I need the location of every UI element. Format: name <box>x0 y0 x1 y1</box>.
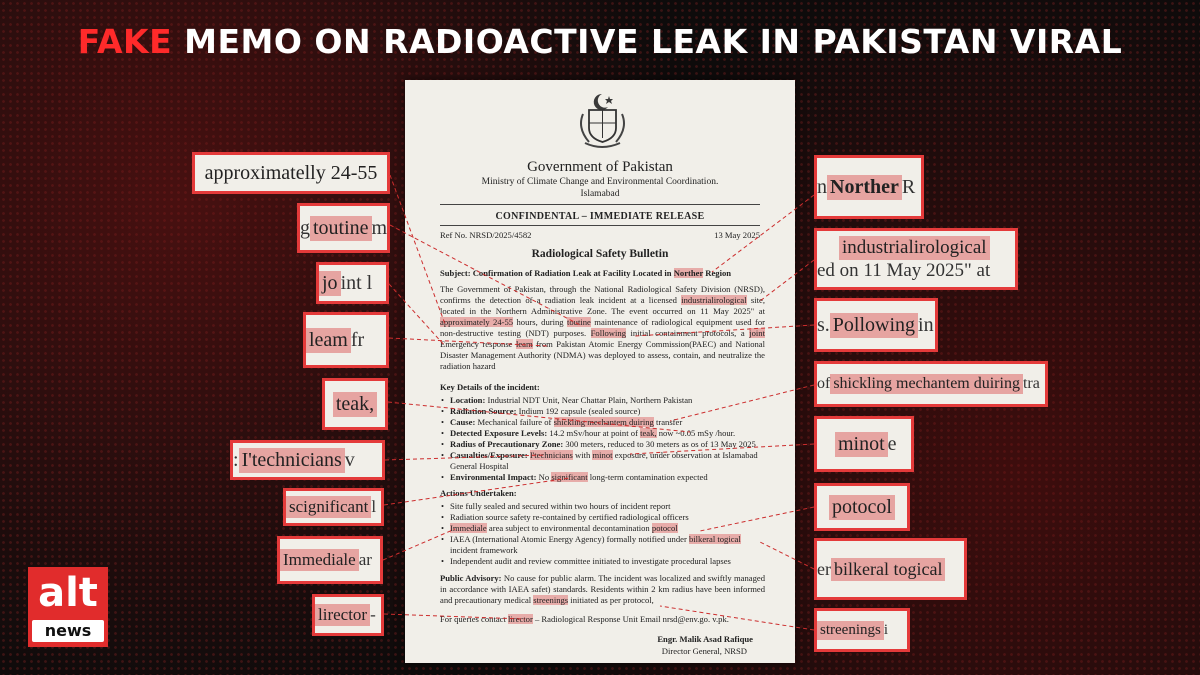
detail-environment <box>450 472 770 483</box>
callout-left-8 <box>277 536 383 584</box>
callout-left-2-post: m <box>371 216 388 239</box>
callout-left-8-mark: Immediale <box>280 549 359 571</box>
casualties-mid: with <box>572 450 593 460</box>
location-text: Industrial NDT Unit, Near Chattar Plain, Northern Pakistan <box>485 395 693 405</box>
action-4-post: incident framework <box>450 545 518 555</box>
memo-paragraph-1 <box>440 284 765 372</box>
callout-left-4-post: fr <box>350 328 365 351</box>
callout-right-1-mark: Norther <box>827 175 902 200</box>
callout-right-7 <box>814 538 967 600</box>
p1-text-f: Emergency response <box>440 339 516 349</box>
subject-pre: Subject: Confirmation of Radiation Leak at Facility Located in <box>440 268 674 278</box>
exposure-mark: teak, <box>640 428 657 438</box>
logo-news-text: news <box>32 620 104 642</box>
action-2: • Radiation source safety re-contained by certified radiological officers <box>450 512 770 523</box>
p1-text-d: maintenance of radiological equipment used for non-destructive testing (NDT) purposes. <box>440 317 765 338</box>
p1-text-c: hours, during <box>513 317 567 327</box>
callout-left-7-mark: scignificant <box>286 496 371 518</box>
callout-left-6-pre: : <box>233 448 239 471</box>
callout-left-7-post: l <box>371 497 377 516</box>
callout-left-2-pre: g <box>300 216 310 239</box>
p1-mark-1: industrialirological <box>681 295 747 305</box>
callout-left-1 <box>192 152 390 194</box>
action-1: • Site fully sealed and secured within two hours of incident report <box>450 501 770 512</box>
callout-left-3-post: int l <box>340 271 373 294</box>
callout-left-2-mark: toutine <box>310 216 372 241</box>
memo-city: Islamabad <box>580 189 620 199</box>
radius-label: Radius of Precautionary Zone: <box>450 439 564 449</box>
public-advisory <box>440 573 765 606</box>
p1-text-e: initial containment protocols, a <box>626 328 750 338</box>
exposure-label: Detected Exposure Levels: <box>450 428 548 438</box>
headline <box>0 22 1200 61</box>
callout-right-7-pre: er <box>817 558 831 579</box>
p1-mark-4: Following <box>590 328 626 338</box>
state-emblem-icon <box>575 88 630 150</box>
callout-right-7-mark: bilkeral togical <box>831 558 945 581</box>
altnews-logo <box>28 567 108 647</box>
casualties-mark-2: minot <box>592 450 613 460</box>
cause-label: Cause: <box>450 417 476 427</box>
callout-right-5-post: e <box>887 432 897 455</box>
action-4-mark: bilkeral togical <box>688 534 741 544</box>
location-label: Location: <box>450 395 486 405</box>
p1-mark-2: approximately 24-55 <box>440 317 514 327</box>
callout-right-3-pre: s. <box>817 313 830 336</box>
cause-post: transfer <box>653 417 683 427</box>
source-label: Radiation Source: <box>450 406 517 416</box>
callout-left-5-mark: teak, <box>333 392 377 417</box>
callout-left-6-post: v <box>344 448 355 471</box>
environment-label: Environmental Impact: <box>450 472 537 482</box>
callout-right-2-pre: ed on 11 May 2025" at <box>817 260 991 281</box>
callout-right-2 <box>814 228 1018 290</box>
memo-confidential: CONFINDENTAL – IMMEDIATE RELEASE <box>495 211 705 222</box>
action-3-mark-2: potocol <box>651 523 678 533</box>
exposure-pre: 14.2 mSv/hour at point of <box>547 428 641 438</box>
callout-left-8-post: ar <box>358 550 372 569</box>
callout-right-5 <box>814 416 914 472</box>
callout-left-4-mark: leam <box>306 328 351 353</box>
advisory-mark: streenings <box>533 595 569 605</box>
callout-right-4-post: tra <box>1022 375 1040 392</box>
action-4 <box>450 534 770 556</box>
memo-date: 13 May 2025 <box>714 230 760 240</box>
callout-right-4-mark: shickling mechantem duiring <box>830 374 1023 394</box>
queries-contact <box>440 614 765 625</box>
callout-right-1-pre: n <box>817 175 827 198</box>
key-details-heading: Key Details of the incident: <box>440 382 540 392</box>
p1-text-a: The Government of Pakistan, through the National Radiological Safety Division (NRSD), confirms the detection of a radiation leak incident at a licensed <box>440 284 765 305</box>
action-5: • Independent audit and review committee initiated to investigate procedural lapses <box>450 556 770 567</box>
callout-left-6-mark: I'technicians <box>239 448 345 473</box>
p1-mark-5: joint <box>749 328 765 338</box>
callout-right-3-mark: Pollowing <box>830 313 918 338</box>
detail-location <box>450 395 770 406</box>
callout-left-3-mark: jo <box>319 271 341 296</box>
advisory-label: Public Advisory: <box>440 573 502 583</box>
callout-right-5-mark: minot <box>835 432 888 457</box>
p1-mark-3: toutine <box>567 317 591 327</box>
action-3 <box>450 523 770 534</box>
signer-title: Director General, NRSD <box>661 646 747 656</box>
memo-document <box>405 80 795 663</box>
detail-exposure <box>450 428 770 439</box>
memo-ref: Ref No. NRSD/2025/4582 <box>440 230 532 240</box>
p1-mark-6: leam <box>515 339 533 349</box>
headline-text: MEMO ON RADIOACTIVE LEAK IN PAKISTAN VIRAL <box>172 22 1123 61</box>
callout-right-8-mark: streenings <box>817 621 884 640</box>
callout-left-3 <box>316 262 389 304</box>
callout-left-9-post: - <box>370 605 376 624</box>
advisory-pre: No cause for public alarm. The incident was localized and swiftly managed in accordance with IAEA safet) standards. Residents within 2 km radius have been informed and precautionary medical <box>440 573 765 605</box>
casualties-post: exposure, under observation at Islamabad General Hospital <box>450 450 758 471</box>
callout-right-4 <box>814 361 1048 407</box>
callout-left-9 <box>312 594 384 636</box>
casualties-mark-1: I'technicians <box>529 450 573 460</box>
callout-right-1-post: R <box>901 175 916 198</box>
environment-pre: No <box>536 472 552 482</box>
queries-mark: lirector <box>508 614 533 624</box>
detail-source <box>450 406 770 417</box>
queries-post: – Radiological Response Unit Email nrsd@env.go. v.pk. <box>532 614 729 624</box>
detail-cause <box>450 417 770 428</box>
casualties-label: Casualties/Exposure: <box>450 450 528 460</box>
callout-right-6-mark: potocol <box>829 495 895 520</box>
p1-text-b: site, located in the Northern Administrative Zone. The event occurred on 11 May 2025" at <box>440 295 765 316</box>
exposure-post: now ~0.05 mSy /hour. <box>656 428 736 438</box>
callout-left-5 <box>322 378 388 430</box>
memo-bulletin-title: Radiological Safety Bulletin <box>531 248 669 260</box>
action-3-mark: Immediale <box>450 523 487 533</box>
callout-left-4 <box>303 312 389 368</box>
callout-right-8-post: i <box>883 621 888 638</box>
actions-heading: Actions Undertaken: <box>440 488 517 498</box>
environment-mark: significant <box>551 472 588 482</box>
memo-rule-bottom <box>440 225 760 226</box>
queries-pre: For queries contact <box>440 614 509 624</box>
callout-left-6 <box>230 440 385 480</box>
callout-right-4-pre: of <box>817 375 831 392</box>
cause-pre: Mechanical failure of <box>475 417 554 427</box>
headline-highlight: FAKE <box>77 22 173 61</box>
callout-right-2-mark: industrialirological <box>839 236 990 260</box>
callout-right-1 <box>814 155 924 219</box>
source-text: Indium 192 capsule (sealed source) <box>516 406 641 416</box>
radius-text: 300 meters, reduced to 30 meters as os of 13 May 2025 <box>563 439 756 449</box>
memo-subject <box>440 268 770 279</box>
callout-right-6 <box>814 483 910 531</box>
detail-radius <box>450 439 770 450</box>
callout-right-3-post: in <box>918 313 934 336</box>
memo-government: Government of Pakistan <box>527 159 673 175</box>
signer-name: Engr. Malik Asad Rafique <box>657 634 753 644</box>
p1-text-g: from Pakistan Atomic Energy Commission(PAEC) and National Disaster Management Authority (NDMA) was deployed to assess, contain, and neutralize the radiation hazard <box>440 339 766 371</box>
subject-post: Region <box>703 268 732 278</box>
memo-rule-top <box>440 204 760 205</box>
environment-post: long-term contamination expected <box>587 472 708 482</box>
subject-mark: Norther <box>673 268 704 278</box>
logo-alt-text: alt <box>38 570 98 616</box>
detail-casualties <box>450 450 770 472</box>
advisory-post: initiated as per protocol, <box>568 595 654 605</box>
action-4-pre: IAEA (International Atomic Energy Agency) formally notified under <box>450 534 689 544</box>
callout-left-7 <box>283 488 384 526</box>
callout-right-3 <box>814 298 938 352</box>
callout-right-8 <box>814 608 910 652</box>
action-3-mid: area subject to environmental decontamination <box>486 523 652 533</box>
memo-ministry: Ministry of Climate Change and Environmental Coordination. <box>481 177 719 187</box>
callout-left-9-mark: lirector <box>315 604 370 626</box>
callout-left-1-text: approximatelly 24-55 <box>204 161 378 184</box>
callout-left-2 <box>297 203 390 253</box>
cause-mark: shickling mechantem duiring <box>553 417 654 427</box>
